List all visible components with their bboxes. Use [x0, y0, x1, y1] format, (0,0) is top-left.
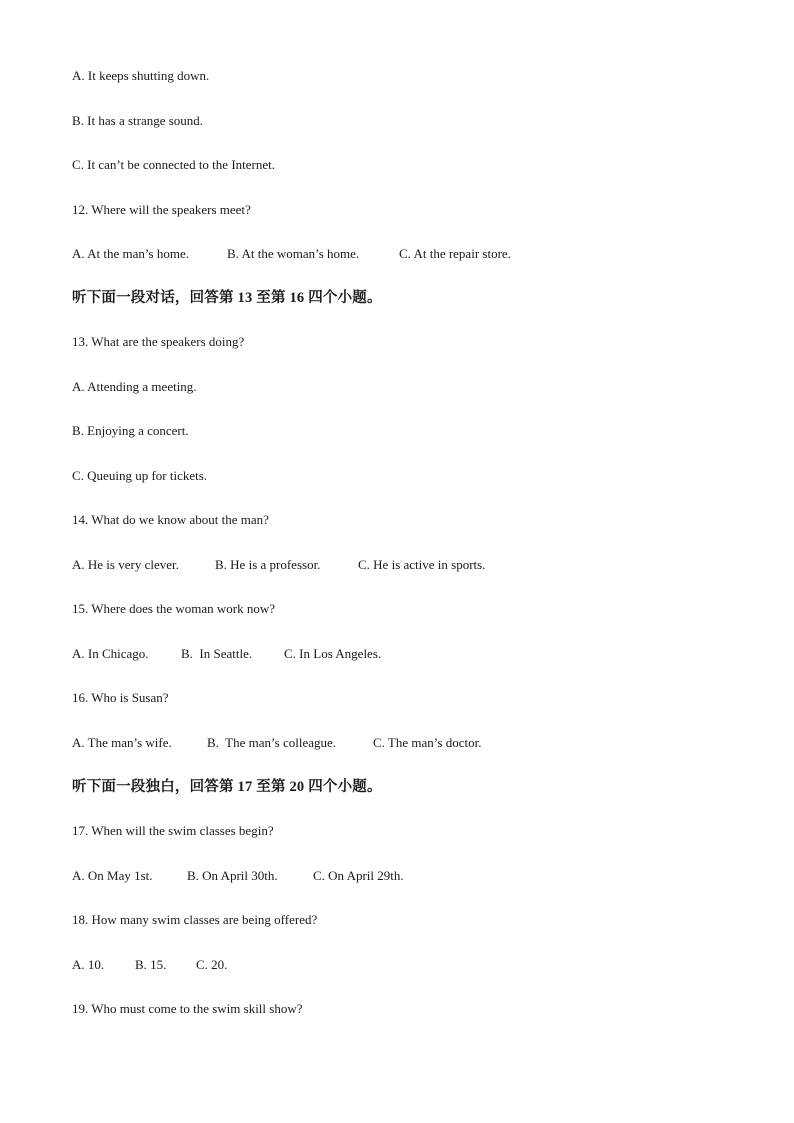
q18-options [72, 956, 227, 974]
q14-option-a: A. He is very clever. [72, 557, 179, 572]
q17-option-b: B. On April 30th. [187, 868, 278, 883]
q11-option-a: A. It keeps shutting down. [72, 68, 210, 83]
section-heading-13-16: 听下面一段对话，回答第 13 至第 16 四个小题。 [72, 290, 382, 306]
q15-options [72, 645, 381, 663]
question-16: 16. Who is Susan? [72, 690, 169, 705]
question-12: 12. Where will the speakers meet? [72, 202, 251, 217]
question-18: 18. How many swim classes are being offered? [72, 912, 318, 927]
q13-option-b: B. Enjoying a concert. [72, 423, 189, 438]
q17-option-c: C. On April 29th. [313, 868, 404, 883]
question-14: 14. What do we know about the man? [72, 512, 269, 527]
q14-option-c: C. He is active in sports. [358, 557, 486, 572]
q12-option-c: C. At the repair store. [399, 246, 511, 261]
q12-option-b: B. At the woman’s home. [227, 246, 360, 261]
q16-option-c: C. The man’s doctor. [373, 735, 482, 750]
q14-option-b: B. He is a professor. [215, 557, 321, 572]
q17-options [72, 867, 404, 885]
q12-option-a: A. At the man’s home. [72, 246, 189, 261]
q18-option-c: C. 20. [196, 957, 228, 972]
question-19: 19. Who must come to the swim skill show? [72, 1001, 303, 1016]
q16-options [72, 734, 481, 752]
q16-option-b: B. The man’s colleague. [207, 735, 337, 750]
q17-option-a: A. On May 1st. [72, 868, 153, 883]
q15-option-c: C. In Los Angeles. [284, 646, 382, 661]
question-13: 13. What are the speakers doing? [72, 334, 245, 349]
q15-option-a: A. In Chicago. [72, 646, 149, 661]
q15-option-b: B. In Seattle. [181, 646, 253, 661]
q16-option-a: A. The man’s wife. [72, 735, 172, 750]
q13-option-a: A. Attending a meeting. [72, 379, 197, 394]
q11-option-b: B. It has a strange sound. [72, 113, 204, 128]
q13-option-c: C. Queuing up for tickets. [72, 468, 208, 483]
q18-option-a: A. 10. [72, 957, 105, 972]
question-15: 15. Where does the woman work now? [72, 601, 276, 616]
question-17: 17. When will the swim classes begin? [72, 823, 274, 838]
q11-option-c: C. It can’t be connected to the Internet. [72, 157, 275, 172]
q14-options [72, 556, 485, 574]
q18-option-b: B. 15. [135, 957, 167, 972]
q12-options [72, 245, 511, 263]
section-heading-17-20: 听下面一段独白，回答第 17 至第 20 四个小题。 [72, 779, 382, 795]
